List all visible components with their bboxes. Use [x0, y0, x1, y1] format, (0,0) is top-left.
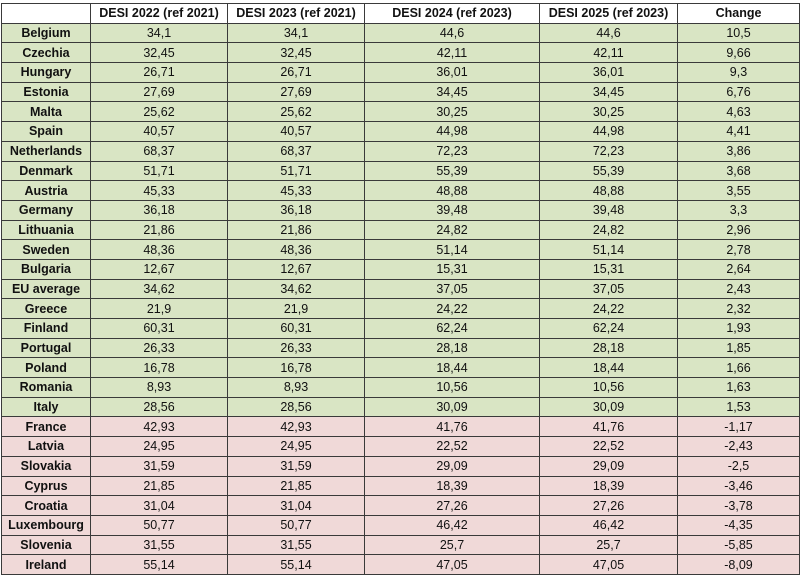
desi-2025-cell: 15,31 [540, 259, 678, 279]
desi-2023-cell: 34,62 [228, 279, 365, 299]
desi-2023-cell: 26,33 [228, 338, 365, 358]
desi-2024-cell: 55,39 [365, 161, 540, 181]
country-cell: Greece [2, 299, 91, 319]
desi-2024-cell: 47,05 [365, 555, 540, 575]
change-cell: -2,5 [678, 456, 800, 476]
desi-2022-cell: 8,93 [91, 378, 228, 398]
desi-2022-cell: 25,62 [91, 102, 228, 122]
country-cell: Finland [2, 319, 91, 339]
desi-2024-cell: 18,44 [365, 358, 540, 378]
header-desi-2025: DESI 2025 (ref 2023) [540, 4, 678, 24]
change-cell: 1,66 [678, 358, 800, 378]
country-cell: Germany [2, 200, 91, 220]
desi-2023-cell: 31,59 [228, 456, 365, 476]
table-row [2, 456, 800, 476]
desi-2025-cell: 39,48 [540, 200, 678, 220]
table-row [2, 299, 800, 319]
desi-2022-cell: 50,77 [91, 515, 228, 535]
desi-2024-cell: 18,39 [365, 476, 540, 496]
table-row [2, 476, 800, 496]
desi-2022-cell: 26,71 [91, 63, 228, 83]
desi-2023-cell: 31,04 [228, 496, 365, 516]
desi-2024-cell: 29,09 [365, 456, 540, 476]
desi-2024-cell: 42,11 [365, 43, 540, 63]
table-row [2, 259, 800, 279]
desi-2023-cell: 31,55 [228, 535, 365, 555]
country-cell: Poland [2, 358, 91, 378]
desi-2025-cell: 18,44 [540, 358, 678, 378]
desi-2025-cell: 22,52 [540, 437, 678, 457]
table-row [2, 338, 800, 358]
change-cell: -1,17 [678, 417, 800, 437]
change-cell: 1,85 [678, 338, 800, 358]
desi-2025-cell: 41,76 [540, 417, 678, 437]
desi-2024-cell: 37,05 [365, 279, 540, 299]
change-cell: 4,63 [678, 102, 800, 122]
table-row [2, 82, 800, 102]
country-cell: Croatia [2, 496, 91, 516]
change-cell: 3,86 [678, 141, 800, 161]
desi-2024-cell: 30,25 [365, 102, 540, 122]
country-cell: Romania [2, 378, 91, 398]
desi-2022-cell: 16,78 [91, 358, 228, 378]
desi-2022-cell: 31,59 [91, 456, 228, 476]
desi-2022-cell: 21,86 [91, 220, 228, 240]
desi-2024-cell: 48,88 [365, 181, 540, 201]
table-row [2, 122, 800, 142]
change-cell: -4,35 [678, 515, 800, 535]
table-row [2, 515, 800, 535]
desi-2024-cell: 62,24 [365, 319, 540, 339]
desi-2025-cell: 44,98 [540, 122, 678, 142]
change-cell: 3,3 [678, 200, 800, 220]
desi-2022-cell: 26,33 [91, 338, 228, 358]
desi-2024-cell: 25,7 [365, 535, 540, 555]
change-cell: 2,64 [678, 259, 800, 279]
desi-2025-cell: 10,56 [540, 378, 678, 398]
table-row [2, 397, 800, 417]
desi-2024-cell: 36,01 [365, 63, 540, 83]
desi-2022-cell: 42,93 [91, 417, 228, 437]
desi-2025-cell: 36,01 [540, 63, 678, 83]
desi-2024-cell: 39,48 [365, 200, 540, 220]
country-cell: Malta [2, 102, 91, 122]
country-cell: Netherlands [2, 141, 91, 161]
country-cell: Denmark [2, 161, 91, 181]
desi-2023-cell: 36,18 [228, 200, 365, 220]
country-cell: Belgium [2, 23, 91, 43]
desi-2025-cell: 29,09 [540, 456, 678, 476]
change-cell: -8,09 [678, 555, 800, 575]
country-cell: Ireland [2, 555, 91, 575]
country-cell: Latvia [2, 437, 91, 457]
desi-2024-cell: 27,26 [365, 496, 540, 516]
header-country [2, 4, 91, 24]
desi-2022-cell: 21,9 [91, 299, 228, 319]
desi-2024-cell: 24,22 [365, 299, 540, 319]
country-cell: Bulgaria [2, 259, 91, 279]
desi-2022-cell: 51,71 [91, 161, 228, 181]
desi-2023-cell: 8,93 [228, 378, 365, 398]
table-row [2, 161, 800, 181]
desi-2023-cell: 21,85 [228, 476, 365, 496]
table-row [2, 437, 800, 457]
desi-2022-cell: 34,62 [91, 279, 228, 299]
change-cell: 2,96 [678, 220, 800, 240]
desi-2022-cell: 68,37 [91, 141, 228, 161]
desi-2023-cell: 28,56 [228, 397, 365, 417]
desi-2024-cell: 51,14 [365, 240, 540, 260]
desi-2024-cell: 28,18 [365, 338, 540, 358]
desi-2023-cell: 32,45 [228, 43, 365, 63]
change-cell: 1,63 [678, 378, 800, 398]
header-desi-2023: DESI 2023 (ref 2021) [228, 4, 365, 24]
header-desi-2024: DESI 2024 (ref 2023) [365, 4, 540, 24]
desi-2022-cell: 40,57 [91, 122, 228, 142]
desi-2024-cell: 44,98 [365, 122, 540, 142]
desi-2022-cell: 31,04 [91, 496, 228, 516]
desi-2023-cell: 51,71 [228, 161, 365, 181]
country-cell: Slovenia [2, 535, 91, 555]
table-row [2, 23, 800, 43]
desi-2024-cell: 41,76 [365, 417, 540, 437]
change-cell: -2,43 [678, 437, 800, 457]
country-cell: Czechia [2, 43, 91, 63]
desi-2025-cell: 25,7 [540, 535, 678, 555]
desi-2024-cell: 30,09 [365, 397, 540, 417]
country-cell: Estonia [2, 82, 91, 102]
desi-2025-cell: 44,6 [540, 23, 678, 43]
table-row [2, 102, 800, 122]
desi-2022-cell: 32,45 [91, 43, 228, 63]
table-row [2, 378, 800, 398]
desi-2025-cell: 48,88 [540, 181, 678, 201]
country-cell: Sweden [2, 240, 91, 260]
desi-2025-cell: 34,45 [540, 82, 678, 102]
country-cell: Portugal [2, 338, 91, 358]
country-cell: EU average [2, 279, 91, 299]
desi-2022-cell: 48,36 [91, 240, 228, 260]
change-cell: 9,66 [678, 43, 800, 63]
desi-2025-cell: 24,22 [540, 299, 678, 319]
desi-2024-cell: 34,45 [365, 82, 540, 102]
table-row [2, 417, 800, 437]
desi-2022-cell: 12,67 [91, 259, 228, 279]
desi-2025-cell: 28,18 [540, 338, 678, 358]
desi-2025-cell: 42,11 [540, 43, 678, 63]
country-cell: Luxembourg [2, 515, 91, 535]
table-row [2, 240, 800, 260]
desi-2025-cell: 62,24 [540, 319, 678, 339]
change-cell: 2,43 [678, 279, 800, 299]
country-cell: Italy [2, 397, 91, 417]
desi-2023-cell: 25,62 [228, 102, 365, 122]
desi-2022-cell: 45,33 [91, 181, 228, 201]
desi-2024-cell: 10,56 [365, 378, 540, 398]
change-cell: 6,76 [678, 82, 800, 102]
change-cell: -3,78 [678, 496, 800, 516]
desi-2023-cell: 12,67 [228, 259, 365, 279]
change-cell: 4,41 [678, 122, 800, 142]
desi-2025-cell: 72,23 [540, 141, 678, 161]
desi-2025-cell: 30,09 [540, 397, 678, 417]
desi-2023-cell: 55,14 [228, 555, 365, 575]
desi-2022-cell: 36,18 [91, 200, 228, 220]
desi-table [1, 3, 800, 575]
country-cell: Cyprus [2, 476, 91, 496]
desi-2023-cell: 24,95 [228, 437, 365, 457]
desi-2023-cell: 68,37 [228, 141, 365, 161]
desi-2025-cell: 47,05 [540, 555, 678, 575]
desi-2024-cell: 22,52 [365, 437, 540, 457]
desi-2022-cell: 31,55 [91, 535, 228, 555]
country-cell: France [2, 417, 91, 437]
desi-2025-cell: 24,82 [540, 220, 678, 240]
desi-2023-cell: 50,77 [228, 515, 365, 535]
change-cell: 2,32 [678, 299, 800, 319]
desi-2025-cell: 18,39 [540, 476, 678, 496]
header-change: Change [678, 4, 800, 24]
header-row [2, 4, 800, 24]
desi-2023-cell: 21,86 [228, 220, 365, 240]
table-row [2, 319, 800, 339]
country-cell: Hungary [2, 63, 91, 83]
change-cell: 3,55 [678, 181, 800, 201]
desi-2024-cell: 72,23 [365, 141, 540, 161]
change-cell: -3,46 [678, 476, 800, 496]
desi-2025-cell: 37,05 [540, 279, 678, 299]
change-cell: 10,5 [678, 23, 800, 43]
country-cell: Austria [2, 181, 91, 201]
table-row [2, 555, 800, 575]
desi-2025-cell: 55,39 [540, 161, 678, 181]
change-cell: -5,85 [678, 535, 800, 555]
desi-2023-cell: 16,78 [228, 358, 365, 378]
change-cell: 9,3 [678, 63, 800, 83]
desi-2024-cell: 24,82 [365, 220, 540, 240]
desi-2022-cell: 24,95 [91, 437, 228, 457]
table-row [2, 200, 800, 220]
desi-2022-cell: 27,69 [91, 82, 228, 102]
change-cell: 3,68 [678, 161, 800, 181]
table-row [2, 279, 800, 299]
desi-2022-cell: 28,56 [91, 397, 228, 417]
desi-2022-cell: 21,85 [91, 476, 228, 496]
desi-2023-cell: 48,36 [228, 240, 365, 260]
change-cell: 2,78 [678, 240, 800, 260]
country-cell: Slovakia [2, 456, 91, 476]
table-row [2, 496, 800, 516]
table-row [2, 63, 800, 83]
table-body [2, 23, 800, 574]
desi-2023-cell: 21,9 [228, 299, 365, 319]
desi-2023-cell: 42,93 [228, 417, 365, 437]
desi-2025-cell: 46,42 [540, 515, 678, 535]
table-row [2, 535, 800, 555]
table-row [2, 358, 800, 378]
desi-2023-cell: 26,71 [228, 63, 365, 83]
desi-2023-cell: 34,1 [228, 23, 365, 43]
desi-2023-cell: 27,69 [228, 82, 365, 102]
header-desi-2022: DESI 2022 (ref 2021) [91, 4, 228, 24]
desi-2025-cell: 51,14 [540, 240, 678, 260]
desi-2024-cell: 15,31 [365, 259, 540, 279]
desi-2025-cell: 27,26 [540, 496, 678, 516]
change-cell: 1,93 [678, 319, 800, 339]
change-cell: 1,53 [678, 397, 800, 417]
table-row [2, 181, 800, 201]
table-row [2, 220, 800, 240]
desi-2024-cell: 44,6 [365, 23, 540, 43]
desi-2025-cell: 30,25 [540, 102, 678, 122]
country-cell: Spain [2, 122, 91, 142]
desi-2023-cell: 40,57 [228, 122, 365, 142]
desi-2024-cell: 46,42 [365, 515, 540, 535]
desi-2022-cell: 55,14 [91, 555, 228, 575]
desi-2022-cell: 34,1 [91, 23, 228, 43]
desi-2023-cell: 45,33 [228, 181, 365, 201]
table-row [2, 141, 800, 161]
desi-2022-cell: 60,31 [91, 319, 228, 339]
desi-2023-cell: 60,31 [228, 319, 365, 339]
country-cell: Lithuania [2, 220, 91, 240]
table-row [2, 43, 800, 63]
